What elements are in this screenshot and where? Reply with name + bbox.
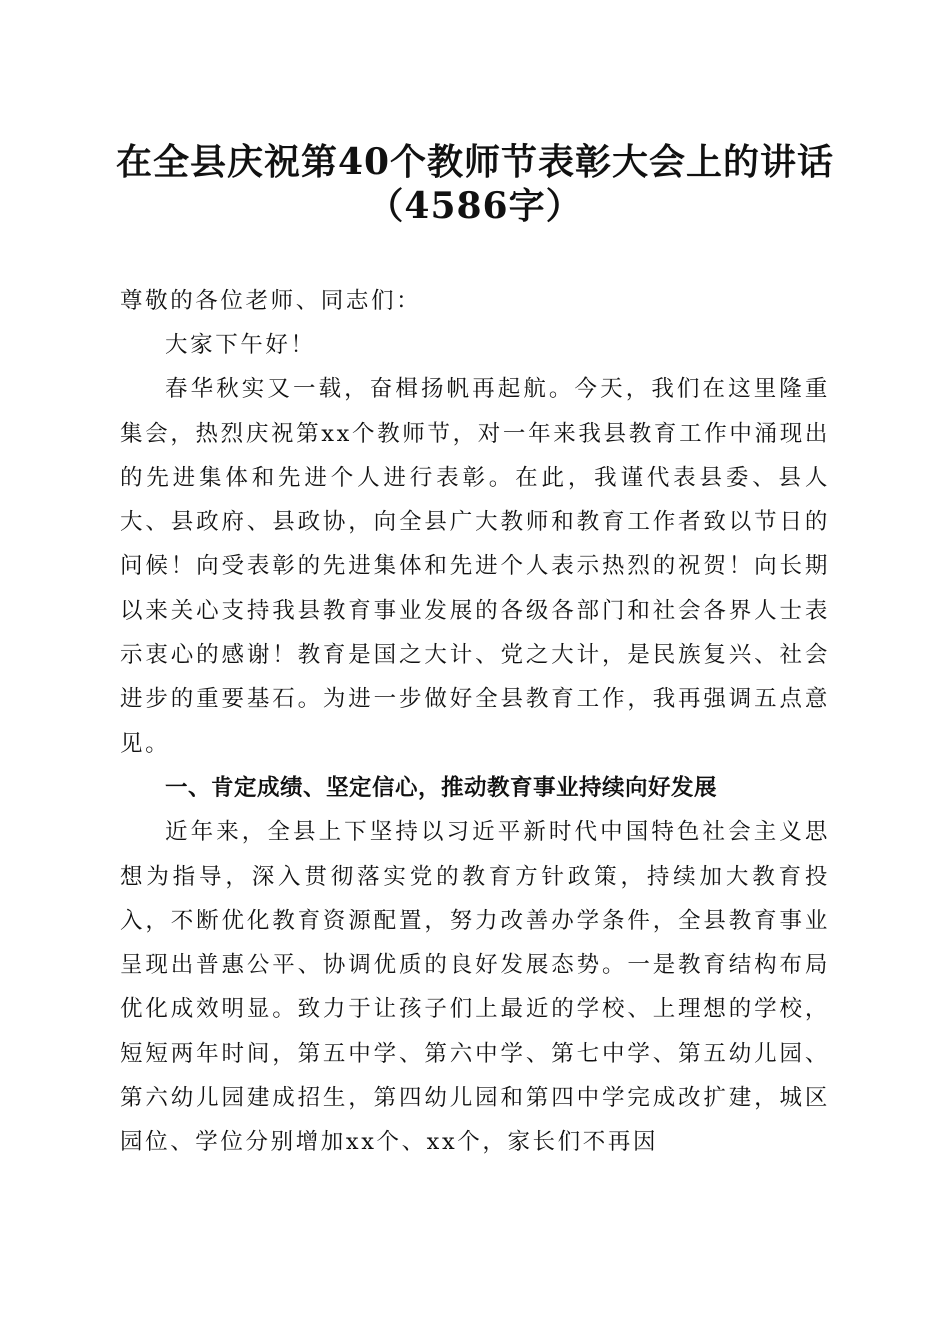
word-count: （4586字） — [367, 185, 583, 227]
intro-paragraph: 春华秋实又一载，奋楫扬帆再起航。今天，我们在这里隆重集会，热烈庆祝第xx个教师节，对一年来我县教育工作中涌现出的先进集体和先进个人进行表彰。在此，我谨代表县委、县人大、县政府、县政协，向全县广大教师和教育工作者致以节日的问候！向受表彰的先进集体和先进个人表示热烈的祝贺！向长期以来关心支持我县教育事业发展的各级各部门和社会各界人士表示衷心的感谢！教育是国之大计、党之大计，是民族复兴、社会进步的重要基石。为进一步做好全县教育工作，我再强调五点意见。 — [120, 376, 830, 757]
salutation: 尊敬的各位老师、同志们： — [120, 288, 422, 314]
section-heading: 一、肯定成绩、坚定信心，推动教育事业持续向好发展 — [165, 774, 718, 801]
document-body — [120, 323, 830, 1165]
document-title — [0, 140, 950, 184]
salutation-block — [120, 279, 830, 323]
document-subtitle — [0, 184, 950, 228]
title-text: 在全县庆祝第40个教师节表彰大会上的讲话 — [115, 141, 835, 183]
greeting: 大家下午好！ — [165, 332, 316, 358]
section-paragraph: 近年来，全县上下坚持以习近平新时代中国特色社会主义思想为指导，深入贯彻落实党的教育方针政策，持续加大教育投入，不断优化教育资源配置，努力改善办学条件，全县教育事业呈现出普惠公平、协调优质的良好发展态势。一是教育结构布局优化成效明显。致力于让孩子们上最近的学校、上理想的学校，短短两年时间，第五中学、第六中学、第七中学、第五幼儿园、第六幼儿园建成招生，第四幼儿园和第四中学完成改扩建，城区园位、学位分别增加xx个、xx个，家长们不再因 — [120, 819, 830, 1156]
